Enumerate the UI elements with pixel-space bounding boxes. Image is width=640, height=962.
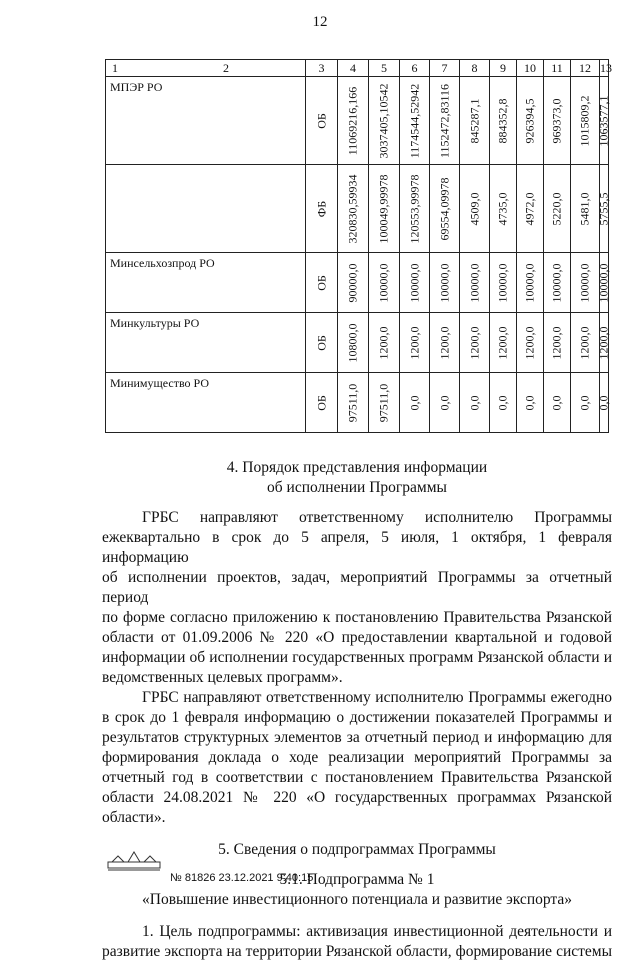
cell-value: 1200,0 bbox=[522, 326, 537, 359]
cell-value: 3037405,10542 bbox=[376, 83, 391, 158]
budget-type: ОБ bbox=[314, 112, 328, 129]
section-4 bbox=[102, 458, 612, 962]
value-cell bbox=[596, 253, 611, 313]
cell-value: 1200,0 bbox=[376, 326, 391, 359]
value-cell bbox=[400, 253, 430, 313]
value-cell bbox=[460, 373, 490, 433]
cell-value: 10000,0 bbox=[437, 263, 451, 302]
cell-value: 320830,59934 bbox=[345, 174, 360, 243]
cell-value: 10000,0 bbox=[522, 263, 537, 302]
value-cell bbox=[400, 313, 430, 373]
section-4-paragraph-2 bbox=[102, 688, 612, 828]
funding-table bbox=[105, 59, 612, 433]
budget-type: ОБ bbox=[314, 334, 328, 351]
section-4-title-line2: об исполнении Программы bbox=[267, 479, 447, 496]
organization-name: Минкультуры РО bbox=[106, 313, 306, 373]
organization-name: Минсельхозпрод РО bbox=[106, 253, 306, 313]
value-cell bbox=[517, 313, 544, 373]
cell-value: 5220,0 bbox=[549, 192, 564, 225]
value-cell bbox=[430, 313, 460, 373]
cell-value: 90000,0 bbox=[345, 263, 360, 302]
cell-value: 4509,0 bbox=[467, 192, 481, 225]
value-cell bbox=[596, 77, 611, 165]
value-cell bbox=[544, 165, 571, 253]
column-number: 1 2 bbox=[106, 60, 306, 77]
budget-type-cell bbox=[306, 77, 338, 165]
column-number: 5 bbox=[369, 60, 400, 77]
cell-value: 1200,0 bbox=[467, 326, 481, 359]
cell-value: 5481,0 bbox=[577, 192, 592, 225]
value-cell bbox=[369, 165, 400, 253]
cell-value: 69554,09978 bbox=[437, 177, 451, 240]
value-cell bbox=[596, 373, 611, 433]
cell-value: 1063577,1 bbox=[596, 95, 611, 146]
column-number: 10 bbox=[517, 60, 544, 77]
cell-value: 10000,0 bbox=[407, 263, 421, 302]
value-cell bbox=[369, 373, 400, 433]
value-cell bbox=[517, 253, 544, 313]
column-number: 12 bbox=[571, 60, 600, 77]
cell-value: 10000,0 bbox=[577, 263, 592, 302]
subprogram-name: «Повышение инвестиционного потенциала и развитие экспорта» bbox=[142, 891, 572, 908]
registry-stamp-icon bbox=[104, 848, 164, 872]
cell-value: 10000,0 bbox=[549, 263, 564, 302]
value-cell bbox=[490, 77, 517, 165]
value-cell bbox=[338, 313, 369, 373]
organization-name: Минимущество РО bbox=[106, 373, 306, 433]
cell-value: 1015809,2 bbox=[577, 95, 592, 146]
table-row bbox=[106, 253, 609, 313]
page-number: 12 bbox=[312, 14, 328, 30]
registration-number: № 81826 23.12.2021 9:40:15 bbox=[170, 872, 314, 884]
text-line: 1. Цель подпрограммы: активизация инвестиционной деятельности и bbox=[142, 923, 612, 940]
value-cell bbox=[430, 165, 460, 253]
value-cell bbox=[571, 253, 600, 313]
cell-value: 10000,0 bbox=[495, 263, 510, 302]
cell-value: 97511,0 bbox=[376, 383, 391, 422]
value-cell bbox=[544, 77, 571, 165]
column-number: 9 bbox=[490, 60, 517, 77]
text-line: результатов структурных элементов за отчетный период и информацию для bbox=[102, 729, 612, 746]
cell-value: 845287,1 bbox=[467, 98, 481, 143]
cell-value: 0,0 bbox=[495, 395, 510, 410]
cell-value: 100049,99978 bbox=[376, 174, 391, 243]
text-line: по форме согласно приложению к постановлению Правительства Рязанской bbox=[102, 609, 612, 626]
value-cell bbox=[571, 77, 600, 165]
cell-value: 11069216,166 bbox=[345, 86, 360, 155]
value-cell bbox=[490, 373, 517, 433]
cell-value: 1200,0 bbox=[577, 326, 592, 359]
cell-value: 0,0 bbox=[549, 395, 564, 410]
cell-value: 4735,0 bbox=[495, 192, 510, 225]
section-5-paragraph-1 bbox=[102, 922, 612, 962]
cell-value: 10000,0 bbox=[376, 263, 391, 302]
value-cell bbox=[571, 373, 600, 433]
budget-type-cell bbox=[306, 373, 338, 433]
cell-value: 1200,0 bbox=[549, 326, 564, 359]
value-cell bbox=[490, 253, 517, 313]
organization-name bbox=[106, 165, 306, 253]
cell-value: 1200,0 bbox=[437, 326, 451, 359]
value-cell bbox=[369, 77, 400, 165]
cell-value: 1152472,83116 bbox=[437, 83, 451, 158]
value-cell bbox=[338, 165, 369, 253]
section-4-title: 4. Порядок представления информации bbox=[226, 459, 488, 476]
cell-value: 0,0 bbox=[577, 395, 592, 410]
table-row bbox=[106, 313, 609, 373]
cell-value: 884352,8 bbox=[495, 98, 510, 143]
value-cell bbox=[369, 253, 400, 313]
cell-value: 1174544,52942 bbox=[407, 83, 421, 158]
value-cell bbox=[596, 165, 611, 253]
value-cell bbox=[596, 313, 611, 373]
cell-value: 1200,0 bbox=[407, 326, 421, 359]
text-line: в срок до 1 февраля информацию о достижении показателей Программы и bbox=[102, 709, 612, 726]
value-cell bbox=[460, 253, 490, 313]
text-line: ведомственных целевых программ». bbox=[102, 669, 343, 686]
column-number: 8 bbox=[460, 60, 490, 77]
text-line: ГРБС направляют ответственному исполнителю Программы ежегодно bbox=[142, 689, 612, 706]
table-row bbox=[106, 77, 609, 165]
value-cell bbox=[517, 77, 544, 165]
text-line: области 24.08.2021 № 220 «О государственных программах Рязанской bbox=[102, 789, 612, 806]
cell-value: 5755,5 bbox=[596, 192, 611, 225]
text-line: формирования доклада о ходе реализации мероприятий Программы за bbox=[102, 749, 612, 766]
cell-value: 0,0 bbox=[467, 395, 481, 410]
cell-value: 10000,0 bbox=[467, 263, 481, 302]
text-line: отчетный год в соответствии с постановлением Правительства Рязанской bbox=[102, 769, 612, 786]
organization-name: МПЭР РО bbox=[106, 77, 306, 165]
cell-value: 10800,0 bbox=[345, 323, 360, 362]
budget-type-cell bbox=[306, 253, 338, 313]
cell-value: 97511,0 bbox=[345, 383, 360, 422]
value-cell bbox=[400, 165, 430, 253]
value-cell bbox=[460, 165, 490, 253]
subprogram-title: 5.1. Подпрограмма № 1 bbox=[279, 871, 435, 888]
cell-value: 0,0 bbox=[596, 395, 611, 410]
value-cell bbox=[430, 373, 460, 433]
text-line: области от 01.09.2006 № 220 «О предоставлении квартальной и годовой bbox=[102, 629, 612, 646]
table-row bbox=[106, 373, 609, 433]
budget-type-cell bbox=[306, 313, 338, 373]
value-cell bbox=[430, 77, 460, 165]
cell-value: 1200,0 bbox=[495, 326, 510, 359]
text-line: ГРБС направляют ответственному исполнителю Программы bbox=[142, 509, 612, 526]
column-number: 3 bbox=[306, 60, 338, 77]
column-number: 11 bbox=[544, 60, 571, 77]
section-5-title: 5. Сведения о подпрограммах Программы bbox=[218, 841, 496, 858]
value-cell bbox=[460, 313, 490, 373]
text-line: области». bbox=[102, 809, 166, 826]
value-cell bbox=[490, 313, 517, 373]
column-number: 7 bbox=[430, 60, 460, 77]
cell-value: 969373,0 bbox=[549, 98, 564, 143]
text-line: развитие экспорта на территории Рязанской области, формирование системы bbox=[102, 943, 612, 960]
value-cell bbox=[338, 77, 369, 165]
budget-type-cell bbox=[306, 165, 338, 253]
value-cell bbox=[430, 253, 460, 313]
value-cell bbox=[571, 165, 600, 253]
column-number: 6 bbox=[400, 60, 430, 77]
cell-value: 926394,5 bbox=[522, 98, 537, 143]
cell-value: 120553,99978 bbox=[407, 174, 421, 243]
budget-type: ФБ bbox=[314, 200, 328, 217]
cell-value: 1200,0 bbox=[596, 326, 611, 359]
budget-type: ОБ bbox=[314, 274, 328, 291]
text-line: ежеквартально в срок до 5 апреля, 5 июля, 1 октября, 1 февраля информацию bbox=[102, 529, 612, 566]
cell-value: 4972,0 bbox=[522, 192, 537, 225]
value-cell bbox=[544, 313, 571, 373]
value-cell bbox=[544, 253, 571, 313]
value-cell bbox=[460, 77, 490, 165]
text-line: информации об исполнении государственных программ Рязанской области и bbox=[102, 649, 612, 666]
value-cell bbox=[517, 165, 544, 253]
column-number: 13 bbox=[600, 61, 612, 75]
value-cell bbox=[369, 313, 400, 373]
value-cell bbox=[338, 373, 369, 433]
value-cell bbox=[338, 253, 369, 313]
table-header-row bbox=[106, 60, 609, 77]
section-4-paragraph-1 bbox=[102, 508, 612, 688]
cell-value: 0,0 bbox=[437, 395, 451, 410]
value-cell bbox=[400, 77, 430, 165]
value-cell bbox=[571, 313, 600, 373]
value-cell bbox=[490, 165, 517, 253]
budget-type: ОБ bbox=[314, 394, 328, 411]
column-number: 4 bbox=[338, 60, 369, 77]
table-row bbox=[106, 165, 609, 253]
cell-value: 0,0 bbox=[522, 395, 537, 410]
value-cell bbox=[517, 373, 544, 433]
value-cell bbox=[400, 373, 430, 433]
cell-value: 0,0 bbox=[407, 395, 421, 410]
text-line: об исполнении проектов, задач, мероприятий Программы за отчетный период bbox=[102, 569, 612, 606]
cell-value: 10000,0 bbox=[596, 263, 611, 302]
value-cell bbox=[544, 373, 571, 433]
